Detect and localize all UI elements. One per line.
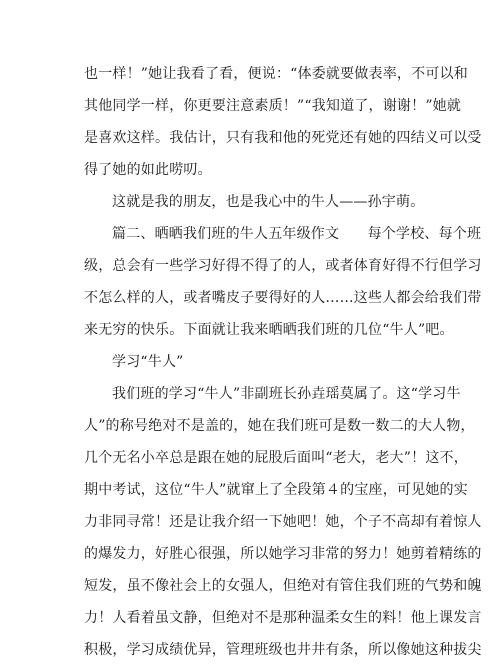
text-line: 期中考试，这位“牛人”就窜上了全段第４的宝座，可见她的实 [84,482,468,498]
text-line: 力非同寻常！还是让我介绍一下她吧！她，个子不高却有着惊人 [84,514,482,530]
text-line: 我们班的学习“牛人”非副班长孙垚瑶莫属了。这“学习牛 [112,386,461,402]
section-heading-text: 学习“牛人” [112,354,184,370]
text-line: 是喜欢这样。我估计，只有我和他的死党还有她的四结义可以受 [84,130,482,146]
text-line: 级，总会有一些学习好得不得了的人，或者体育好得不行但学习 [84,258,482,274]
paragraph-dialogue [84,58,482,186]
paragraph-article-two [84,218,482,346]
text-line: 积极，学习成绩优异，管理班级也井井有条，所以像她这种拔尖 [84,642,482,658]
text-line: 这就是我的朋友，也是我心中的牛人——孙宇萌。 [112,194,425,210]
text-line: 的爆发力，好胜心很强，所以她学习非常的努力！她剪着精练的 [84,546,482,562]
text-line: 也一样！”她让我看了看，便说：“体委就要做表率，不可以和 [84,66,468,82]
text-line: 来无穷的快乐。下面就让我来晒晒我们班的几位“牛人”吧。 [84,322,454,338]
text-line: 几个无名小卒总是跟在她的屁股后面叫“老大，老大”！这不， [84,450,468,466]
text-line: 篇二、晒晒我们班的牛人五年级作文 每个学校、每个班 [112,226,482,242]
text-line: 得了她的如此唠叨。 [84,162,212,178]
section-heading [84,346,424,378]
text-line: 其他同学一样，你更要注意素质！”“我知道了，谢谢！”她就 [84,98,462,114]
text-line: 短发，虽不像社会上的女强人，但绝对有管住我们班的气势和魄 [84,578,482,594]
text-line: 人”的称号绝对不是盖的，她在我们班可是数一数二的大人物， [84,418,475,434]
text-line: 不怎么样的人，或者嘴皮子要得好的人……这些人都会给我们带 [84,290,482,306]
text-line: 力！人看着虽文静，但绝对不是那种温柔女生的料！他上课发言 [84,610,482,626]
paragraph-study-star [84,378,482,666]
paragraph-friend [84,186,424,218]
